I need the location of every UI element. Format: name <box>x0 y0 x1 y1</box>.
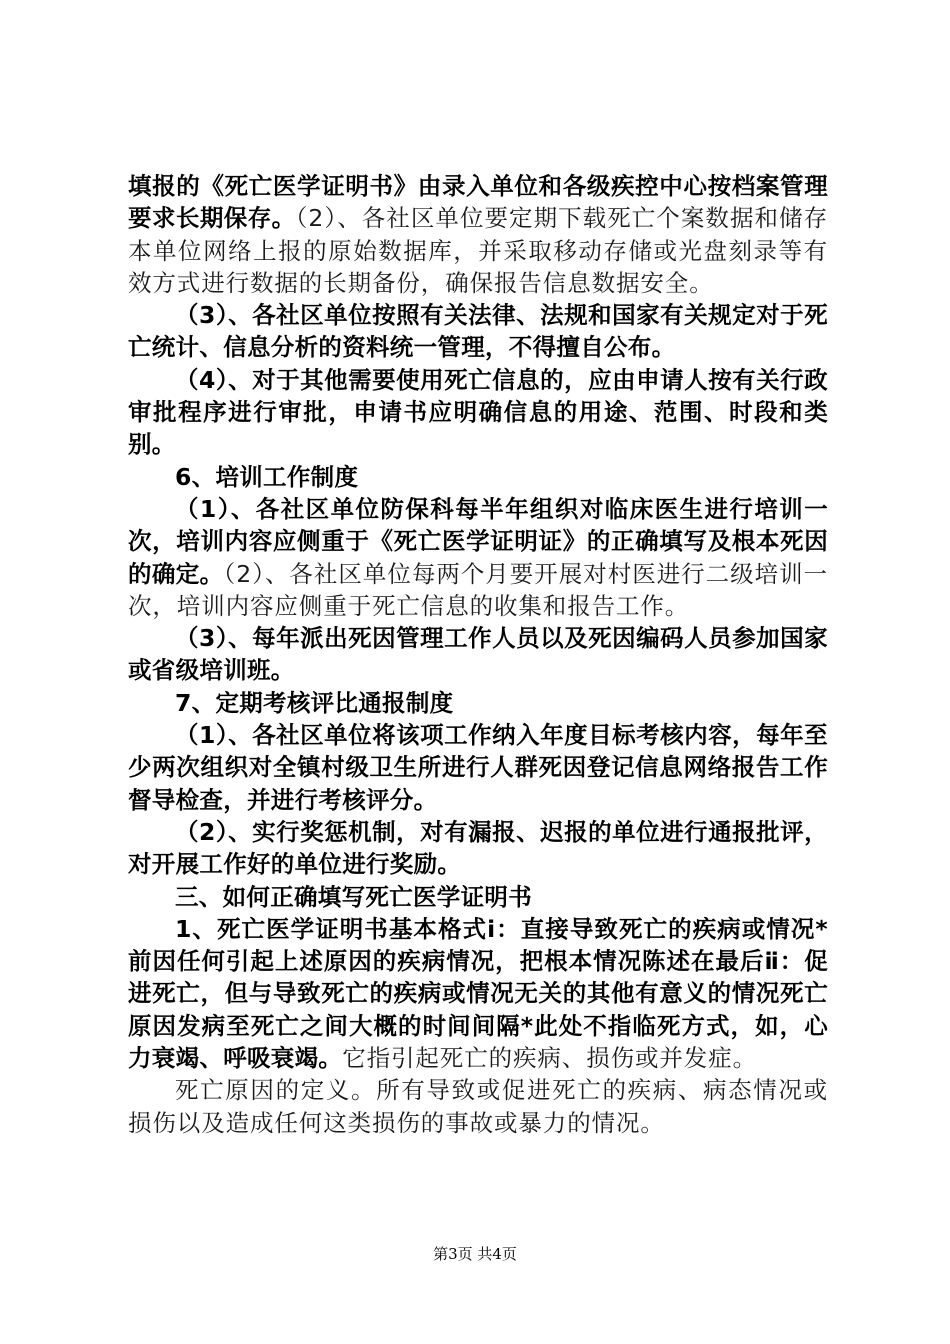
document-body <box>128 170 828 1139</box>
section-heading <box>128 461 828 493</box>
heading-text: 三、如何正确填写死亡医学证明书 <box>175 882 532 911</box>
paragraph <box>128 1074 828 1139</box>
paragraph-text: 它指引起死亡的疾病、损伤或并发症。 <box>342 1044 758 1073</box>
paragraph-text: （3）、各社区单位按照有关法律、法规和国家有关规定对于死亡统计、信息分析的资料统一管理，不得擅自公布。 <box>128 301 828 362</box>
paragraph <box>128 493 828 622</box>
paragraph-text: 死亡原因的定义。所有导致或促进死亡的疾病、病态情况或损伤以及造成任何这类损伤的事故或暴力的情况。 <box>128 1076 828 1137</box>
section-heading <box>128 687 828 719</box>
paragraph <box>128 719 828 816</box>
heading-text: 7、定期考核评比通报制度 <box>175 688 454 717</box>
paragraph-text: 1、死亡医学证明书基本格式ⅰ：直接导致死亡的疾病或情况*前因任何引起上述原因的疾病情况，把根本情况陈述在最后ⅱ：促进死亡，但与导致死亡的疾病或情况无关的其他有意义的情况死亡原因发病至死亡之间大概的时间间隔*此处不指临死方式，如，心力衰竭、呼吸衰竭。 <box>128 914 828 1073</box>
paragraph-text: （4）、对于其他需要使用死亡信息的，应由申请人按有关行政审批程序进行审批，申请书应明确信息的用途、范围、时段和类别。 <box>128 365 828 459</box>
paragraph-text: （2）、各社区单位要定期下载死亡个案数据和储存本单位网络上报的原始数据库，并采取移动存储或光盘刻录等有效方式进行数据的长期备份，确保报告信息数据安全。 <box>128 204 828 297</box>
paragraph-text: （3）、每年派出死因管理工作人员以及死因编码人员参加国家或省级培训班。 <box>128 624 828 685</box>
paragraph <box>128 816 828 881</box>
paragraph <box>128 364 828 461</box>
paragraph-text: （2）、实行奖惩机制，对有漏报、迟报的单位进行通报批评，对开展工作好的单位进行奖励。 <box>128 817 828 879</box>
paragraph <box>128 170 828 299</box>
paragraph-text: （1）、各社区单位防保科每半年组织对临床医生进行培训一次，培训内容应侧重于《死亡医学证明证》的正确填写及根本死因的确定。 <box>128 494 828 588</box>
page-number: 第3页 共4页 <box>433 1245 517 1263</box>
section-heading <box>128 881 828 913</box>
paragraph-text: （2）、各社区单位每两个月要开展对村医进行二级培训一次，培训内容应侧重于死亡信息的收集和报告工作。 <box>128 559 828 620</box>
heading-text: 6、培训工作制度 <box>175 462 359 491</box>
paragraph-text: （1）、各社区单位将该项工作纳入年度目标考核内容，每年至少两次组织对全镇村级卫生所进行人群死因登记信息网络报告工作督导检查，并进行考核评分。 <box>128 721 828 814</box>
paragraph-text: 填报的《死亡医学证明书》由录入单位和各级疾控中心按档案管理要求长期保存。 <box>128 172 828 233</box>
paragraph <box>128 913 828 1074</box>
paragraph <box>128 299 828 364</box>
page-footer <box>0 1244 950 1264</box>
paragraph <box>128 622 828 687</box>
